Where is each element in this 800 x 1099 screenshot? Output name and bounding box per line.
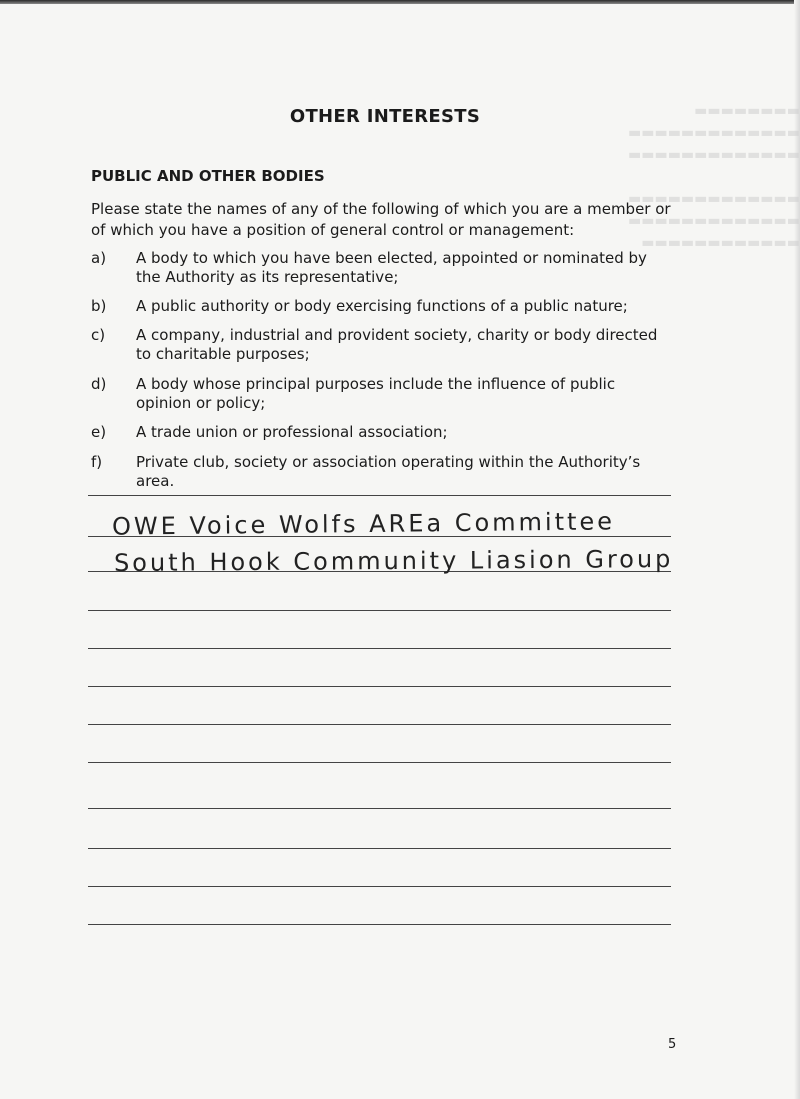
ruled-line xyxy=(88,848,671,849)
list-item-letter: e) xyxy=(91,423,107,441)
scan-top-edge xyxy=(0,0,800,4)
handwritten-entry: South Hook Community Liasion Group xyxy=(113,545,674,577)
list-item-letter: a) xyxy=(91,249,107,267)
ruled-line xyxy=(88,762,671,763)
ruled-line xyxy=(88,610,671,611)
list-item-text: A body whose principal purposes include the influence of public opinion or policy; xyxy=(136,375,616,412)
reverse-side-bleed-through: ▬▬▬▬▬▬▬▬ ▬▬▬▬▬▬▬▬▬▬▬▬▬ ▬▬▬▬▬▬▬▬▬▬▬▬▬ ▬▬▬▬▬▬▬▬▬▬▬▬▬ ▬▬▬▬▬▬▬▬▬▬▬▬▬ ▬▬▬▬▬▬▬▬▬▬▬▬ xyxy=(628,103,800,251)
list-item-text: A trade union or professional association; xyxy=(136,423,448,441)
page-title: OTHER INTERESTS xyxy=(289,106,481,127)
ruled-line xyxy=(88,924,671,925)
list-item-text: A body to which you have been elected, appointed or nominated by the Authority as its representative; xyxy=(136,249,647,286)
list-item-text: A company, industrial and provident society, charity or body directed to charitable purposes; xyxy=(136,326,658,363)
ruled-line xyxy=(88,886,671,887)
ruled-line xyxy=(88,686,671,687)
list-item-letter: c) xyxy=(91,326,106,344)
section-heading: PUBLIC AND OTHER BODIES xyxy=(91,167,325,185)
ruled-line xyxy=(88,495,671,496)
ruled-line xyxy=(88,648,671,649)
intro-paragraph: Please state the names of any of the following of which you are a member or of which you have a position of general control or management: xyxy=(91,200,671,239)
list-item-text: A public authority or body exercising functions of a public nature; xyxy=(136,297,628,315)
handwritten-entry: OWE Voice Wolfs AREa Committee xyxy=(111,507,616,541)
list-item-letter: b) xyxy=(91,297,107,315)
ruled-line xyxy=(88,808,671,809)
list-item-letter: d) xyxy=(91,375,107,393)
ruled-line xyxy=(88,724,671,725)
list-item-text: Private club, society or association operating within the Authority’s area. xyxy=(136,453,641,490)
page-number: 5 xyxy=(668,1037,677,1052)
list-item-letter: f) xyxy=(91,453,103,471)
